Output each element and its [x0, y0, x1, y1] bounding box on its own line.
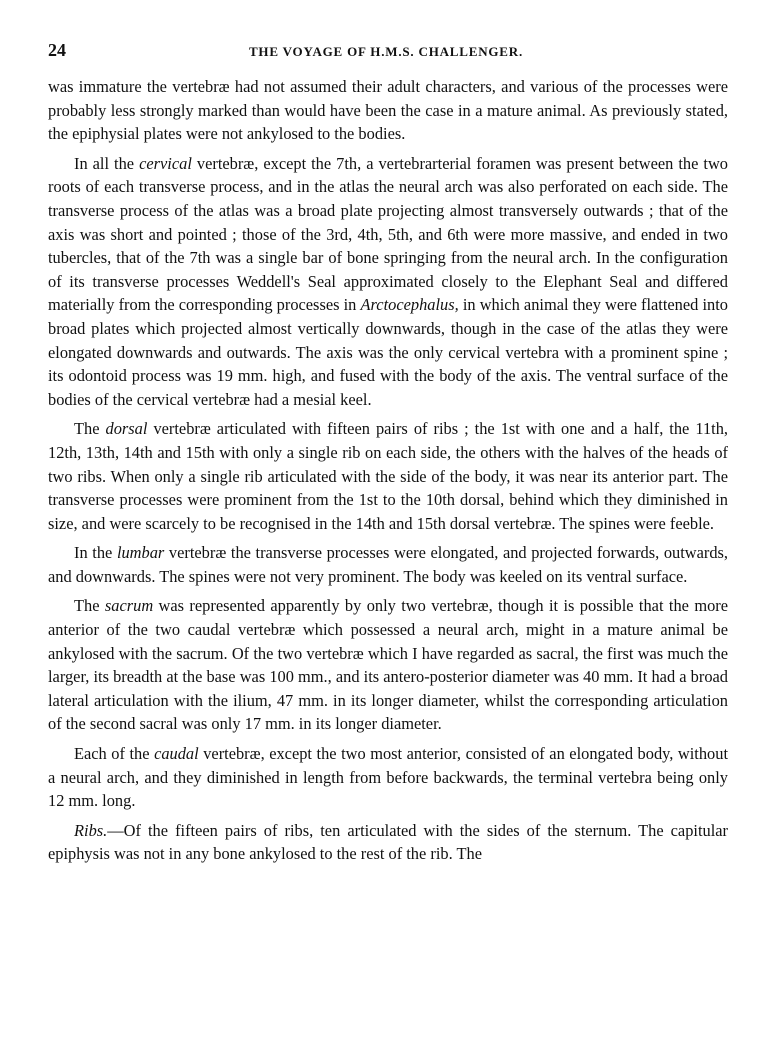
- paragraph-text: Each of the: [74, 744, 155, 764]
- page-number: 24: [48, 40, 66, 60]
- section-heading-ribs: Ribs.: [74, 820, 108, 840]
- paragraph-text: —Of the fifteen pairs of ribs, ten articulated with the sides of the sternum. The capitular epiphysis was not in any bone ankylosed to the rest of the rib. The: [48, 820, 728, 864]
- paragraph-text: In the: [74, 543, 117, 563]
- paragraph-text: vertebræ the transverse processes were elongated, and projected forwards, outwards, and downwards. The spines were not very prominent. The body was keeled on its ventral surface.: [48, 543, 729, 586]
- paragraph-text: was immature the vertebræ had not assumed their adult characters, and various of the processes were probably less strongly marked than would have been the case in a mature animal. As previously stated, the epiphysial plates were not ankylosed to the bodies.: [48, 77, 728, 144]
- paragraph-text: The: [74, 419, 106, 439]
- paragraph-continuation: [48, 75, 728, 146]
- paragraph-ribs: [48, 819, 728, 866]
- term-cervical: cervical: [139, 153, 192, 173]
- paragraph-caudal: [48, 742, 728, 813]
- term-caudal: caudal: [154, 744, 199, 764]
- term-sacrum: sacrum: [104, 596, 154, 616]
- genus-arctocephalus: Arctocephalus,: [360, 295, 459, 315]
- paragraph-text: was represented apparently by only two vertebræ, though it is possible that the more anterior of the two caudal vertebræ which possessed a neural arch, might in a mature animal be ankylosed with the sacrum. Of the two vertebræ which I have regarded as sacral, the first was much the larger, its breadth at the base was 100 mm., and its antero-posterior diameter was 40 mm. It had a broad lateral articulation with the ilium, 47 mm. in its longer diameter, whilst the corresponding articulation of the second sacral was only 17 mm. in its longer diameter.: [48, 596, 728, 734]
- paragraph-lumbar: [48, 541, 728, 588]
- page-body: [48, 75, 728, 866]
- page-header: [48, 40, 728, 61]
- term-lumbar: lumbar: [116, 543, 165, 563]
- paragraph-text: In all the: [74, 153, 140, 173]
- term-dorsal: dorsal: [105, 419, 148, 439]
- paragraph-dorsal: [48, 417, 728, 535]
- paragraph-cervical: [48, 152, 728, 412]
- paragraph-text: in which animal they were flattened into broad plates which projected almost vertically downwards, though in the case of the atlas they were elongated downwards and outwards. The axis was the only cervical vertebra with a prominent spine ; its odontoid process was 19 mm. high, and fused with the body of the axis. The ventral surface of the bodies of the cervical vertebræ had a mesial keel.: [48, 295, 728, 409]
- paragraph-text: The: [74, 596, 105, 616]
- paragraph-text: vertebræ, except the two most anterior, consisted of an elongated body, without a neural arch, and they diminished in length from before backwards, the terminal vertebra being only 12 mm. long.: [48, 744, 728, 811]
- document-page: [48, 40, 728, 872]
- running-title: THE VOYAGE OF H.M.S. CHALLENGER.: [248, 44, 524, 59]
- paragraph-sacrum: [48, 594, 728, 736]
- paragraph-text: vertebræ, except the 7th, a vertebrarterial foramen was present between the two roots of each transverse process, and in the atlas the neural arch was also perforated on each side. The transverse process of the atlas was a broad plate projecting almost transversely outwards ; that of the axis was short and pointed ; those of the 3rd, 4th, 5th, and 6th were more massive, and ended in two tubercles, that of the 7th was a single bar of bone springing from the neural arch. In the configuration of its transverse processes Weddell's Seal approximated closely to the Elephant Seal and differed materially from the corresponding processes in: [48, 153, 728, 315]
- paragraph-text: vertebræ articulated with fifteen pairs of ribs ; the 1st with one and a half, the 11th, 12th, 13th, 14th and 15th with only a single rib on each side, the others with the halves of the heads of two ribs. When only a single rib articulated with the side of the body, it was near its anterior part. The transverse processes were prominent from the 1st to the 10th dorsal, behind which they diminished in size, and were scarcely to be recognised in the 14th and 15th dorsal vertebræ. The spines were feeble.: [48, 419, 728, 533]
